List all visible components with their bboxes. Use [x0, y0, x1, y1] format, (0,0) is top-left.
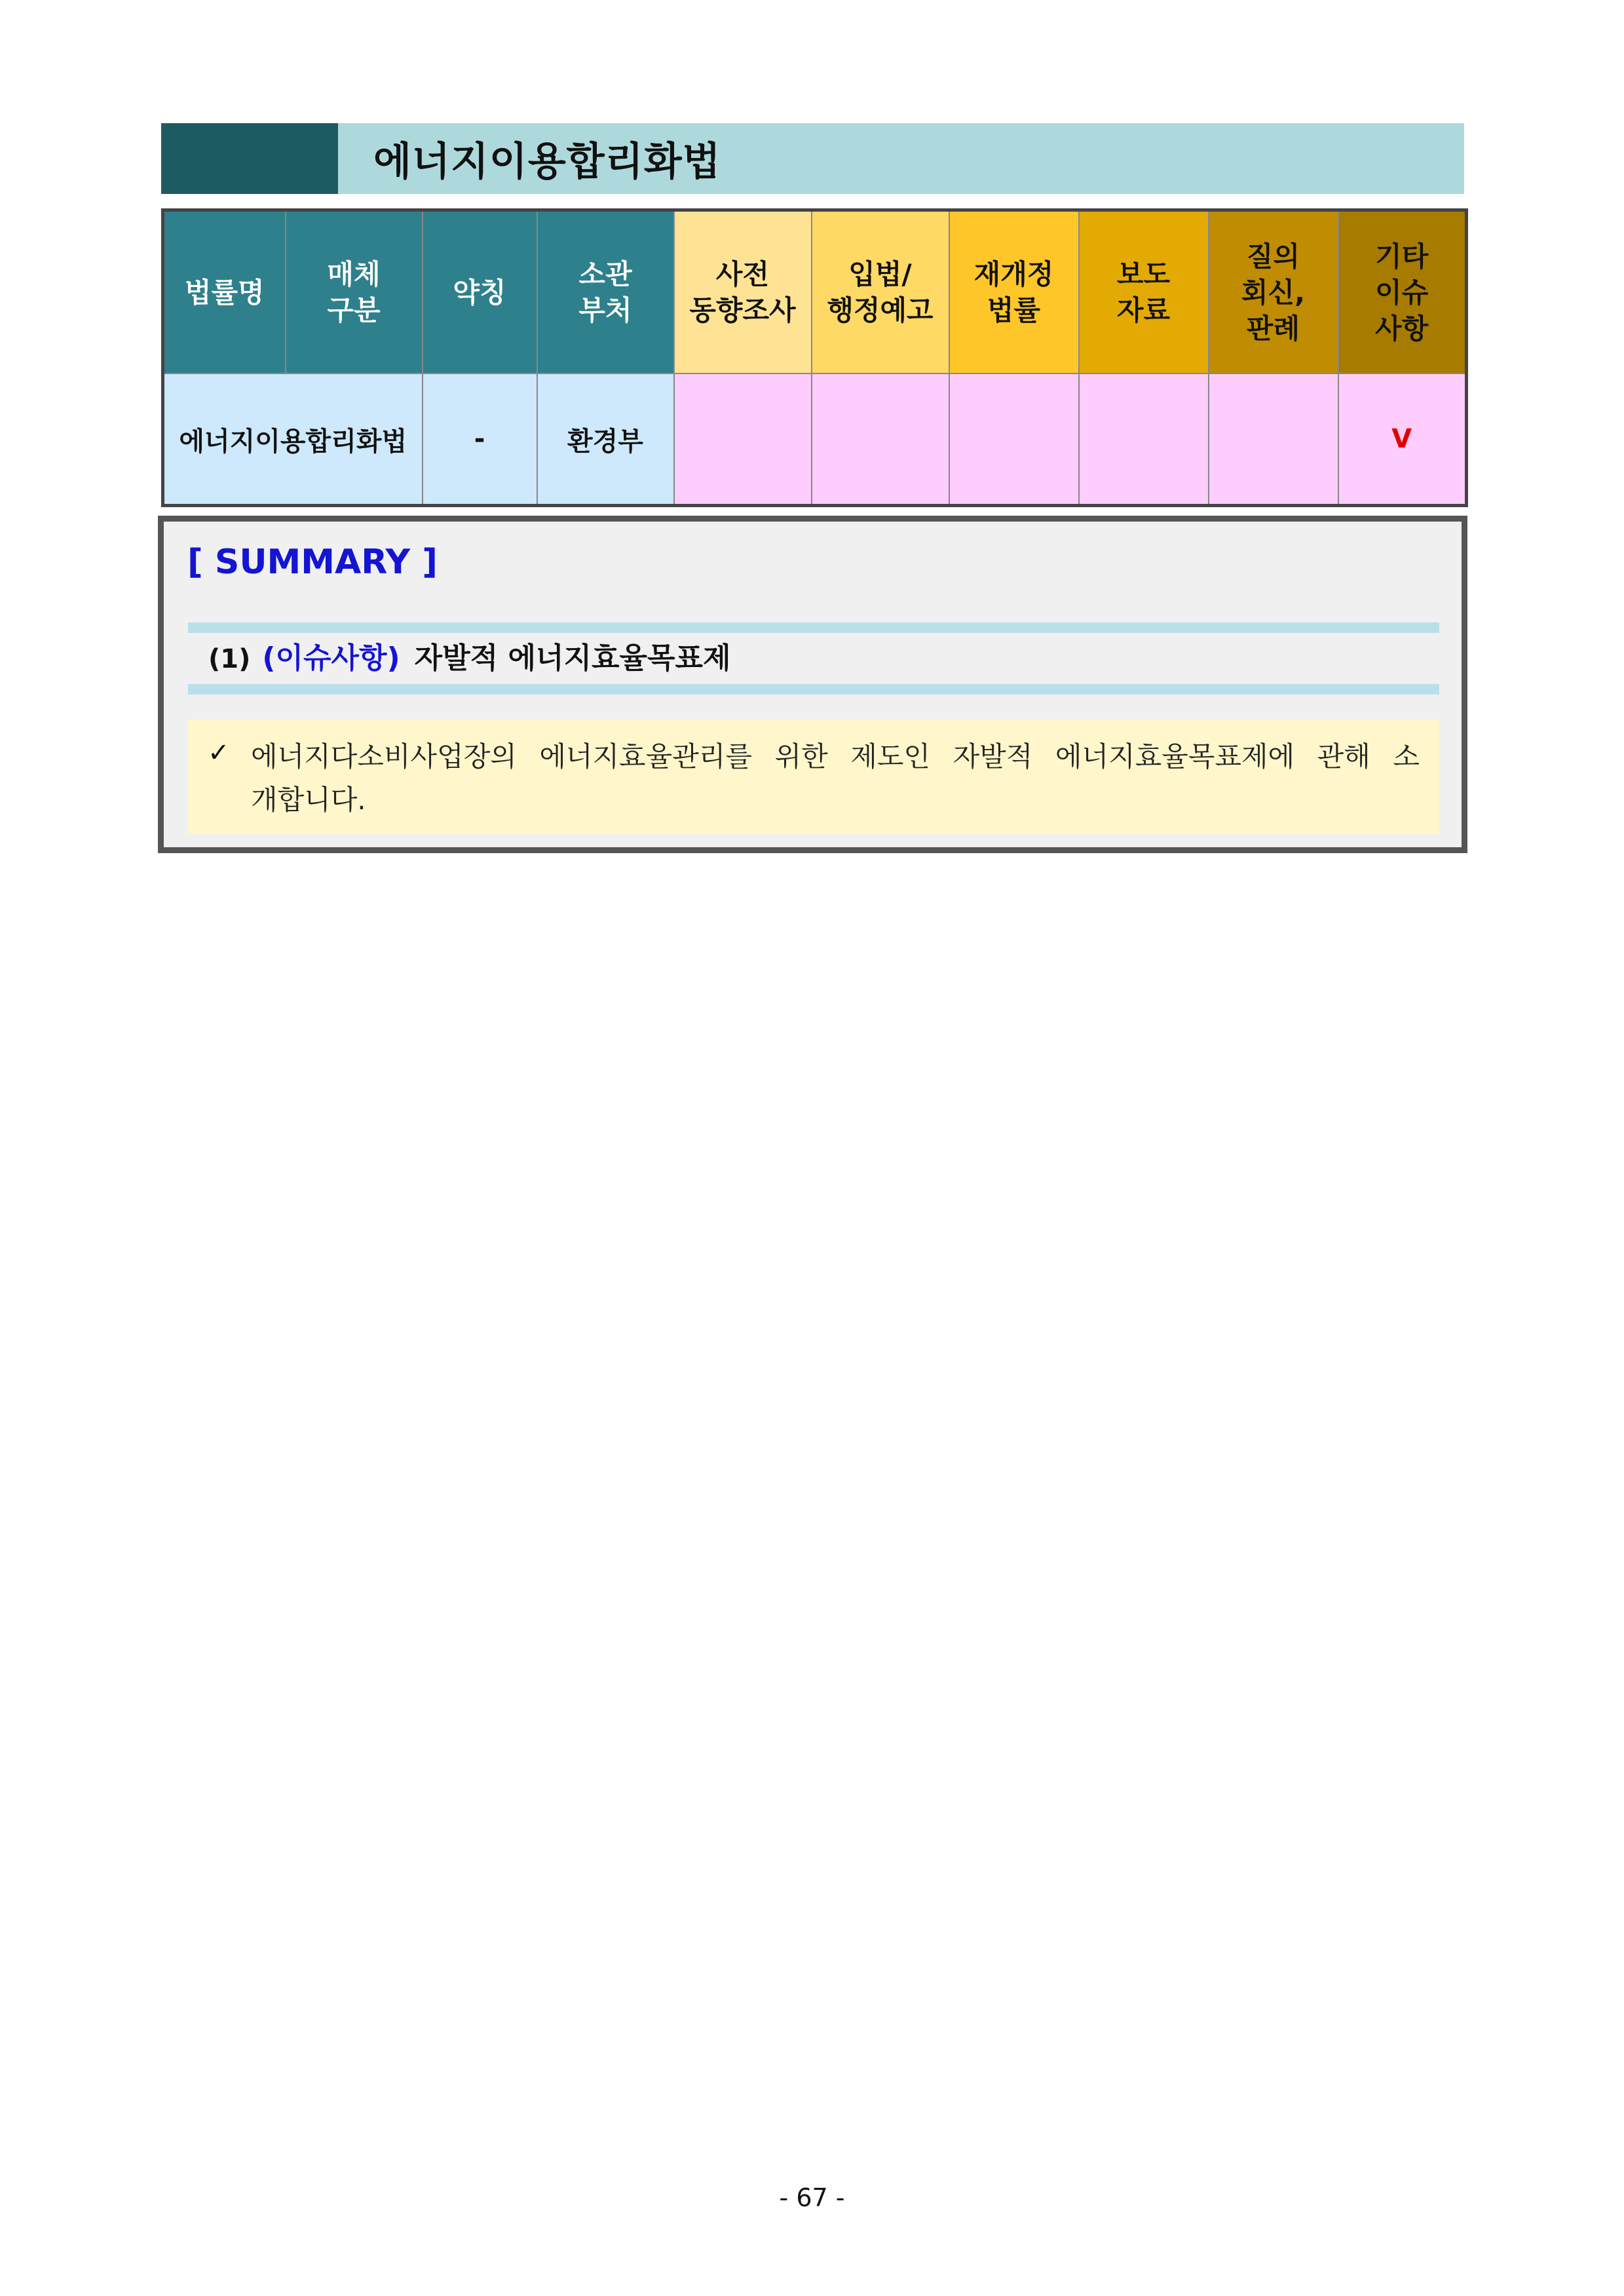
cell-legislative-notice [812, 373, 949, 506]
cell-other-issues-mark: V [1338, 373, 1467, 506]
page-title: 에너지이용합리화법 [373, 139, 721, 185]
section-title-bar [161, 123, 1464, 194]
cell-law-name: 에너지이용합리화법 [163, 373, 423, 506]
header-press-release: 보도 자료 [1079, 210, 1209, 374]
header-law-name: 법률명 [163, 210, 286, 374]
table-header-row [163, 210, 1467, 374]
summary-heading: [ SUMMARY ] [187, 543, 438, 582]
issue-title: 자발적 에너지효율목표제 [414, 641, 731, 675]
check-icon: ✓ [208, 738, 230, 768]
summary-divider-top [188, 622, 1439, 633]
cell-ministry: 환경부 [537, 373, 674, 506]
cell-abbreviation: - [423, 373, 537, 506]
summary-box [158, 516, 1467, 853]
cell-press-release [1079, 373, 1209, 506]
header-media-type: 매체 구분 [286, 210, 423, 374]
summary-description: 에너지다소비사업장의 에너지효율관리를 위한 제도인 자발적 에너지효율목표제에 관해 소개합니다. [251, 740, 1420, 816]
cell-inquiry-precedent [1209, 373, 1338, 506]
title-accent-block [161, 123, 338, 194]
header-inquiry-precedent: 질의 회신, 판례 [1209, 210, 1338, 374]
title-band [338, 123, 1464, 194]
header-prior-survey: 사전 동향조사 [674, 210, 812, 374]
summary-divider-bottom [188, 684, 1439, 695]
law-status-table [161, 208, 1468, 507]
header-legislative-notice: 입법/ 행정예고 [812, 210, 949, 374]
header-other-issues: 기타 이슈 사항 [1338, 210, 1467, 374]
issue-tag: (이슈사항) [262, 641, 400, 675]
header-abbreviation: 약칭 [423, 210, 537, 374]
header-amended-law: 재개정 법률 [949, 210, 1079, 374]
header-ministry: 소관 부처 [537, 210, 674, 374]
page-number: - 67 - [779, 2183, 845, 2212]
issue-number: (1) [208, 644, 251, 674]
issue-heading [208, 634, 731, 676]
cell-prior-survey [674, 373, 812, 506]
cell-amended-law [949, 373, 1079, 506]
table-row [163, 373, 1467, 506]
summary-description-box [188, 719, 1439, 833]
